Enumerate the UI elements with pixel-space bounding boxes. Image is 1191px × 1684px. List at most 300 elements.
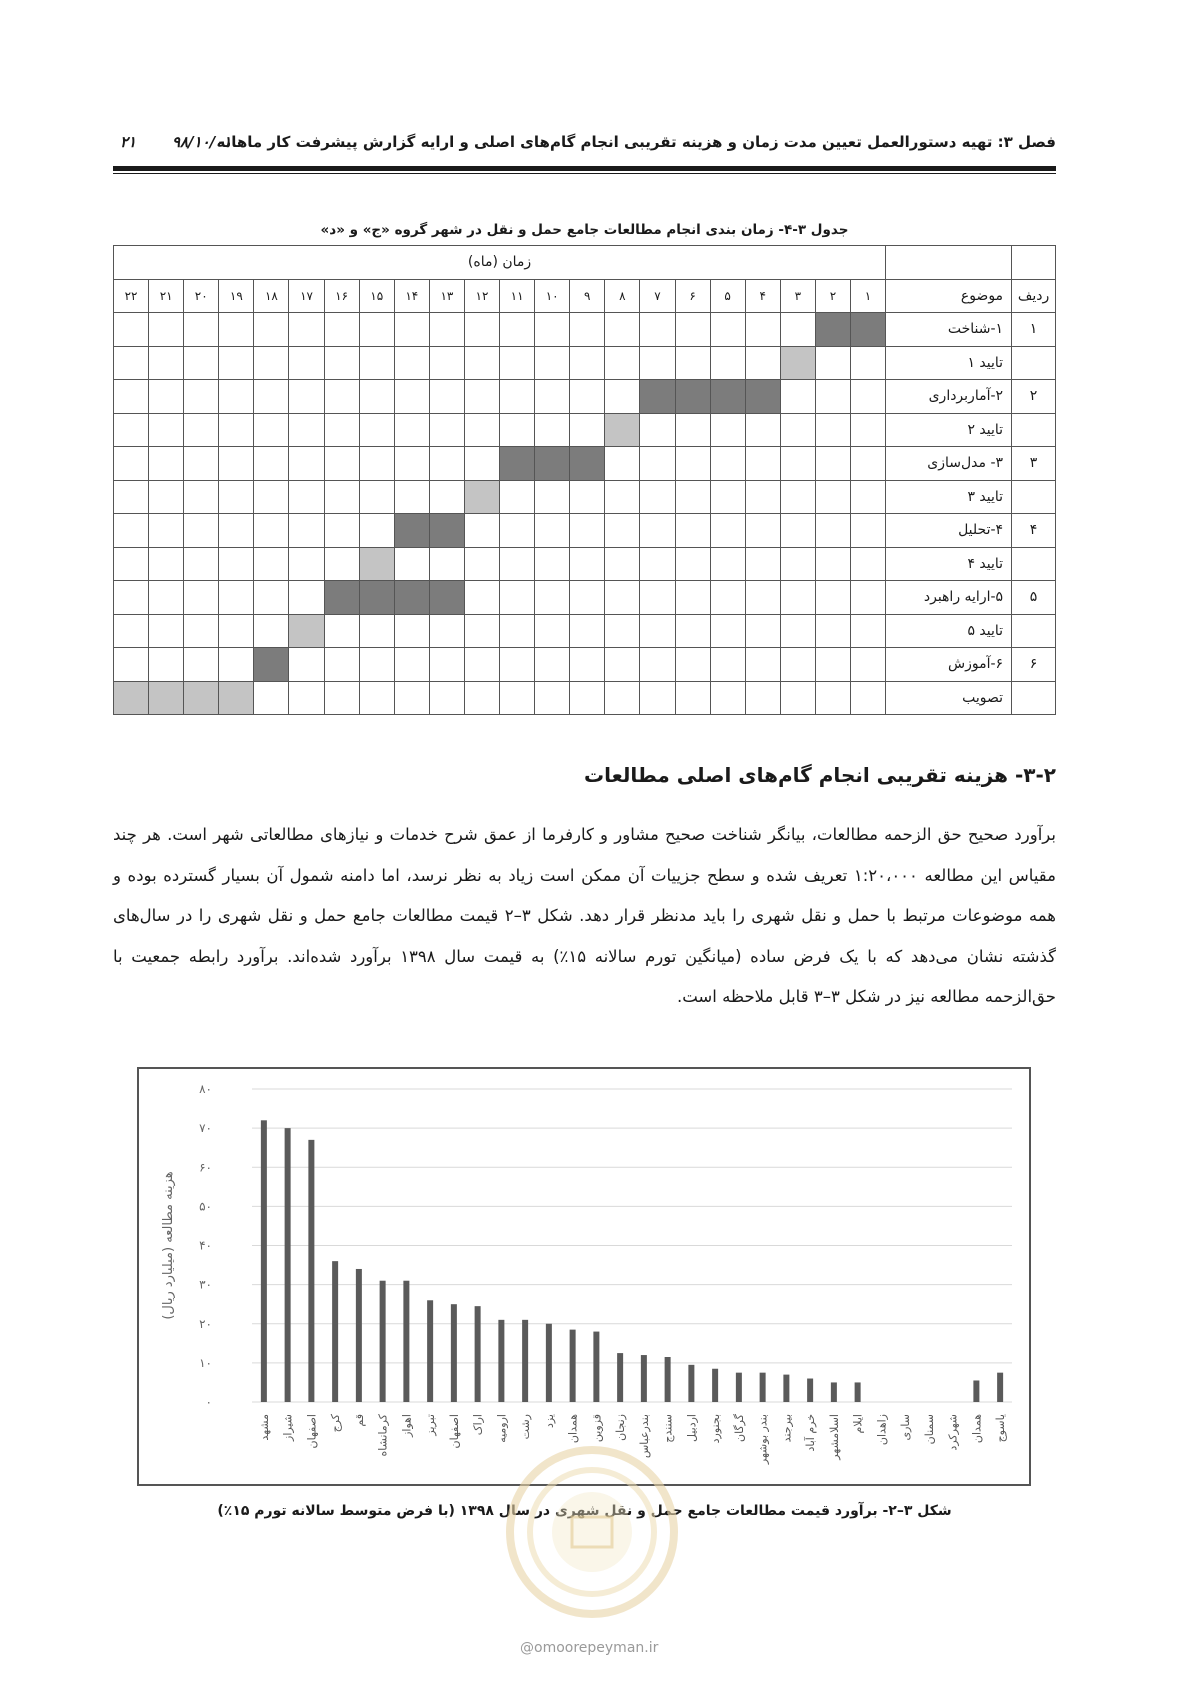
y-tick-label: ۱۰ <box>199 1355 212 1370</box>
gantt-bar-cell <box>289 614 324 648</box>
gantt-empty-cell <box>114 547 149 581</box>
radif-cell: ۴ <box>1012 514 1056 548</box>
gantt-empty-cell <box>184 581 219 615</box>
gantt-empty-cell <box>394 480 429 514</box>
table-row <box>114 681 1056 715</box>
gantt-empty-cell <box>850 581 885 615</box>
gantt-empty-cell <box>815 547 850 581</box>
x-tick-label: اردبیل <box>685 1414 699 1442</box>
gantt-empty-cell <box>675 514 710 548</box>
gantt-empty-cell <box>500 346 535 380</box>
gantt-empty-cell <box>324 447 359 481</box>
gantt-empty-cell <box>149 514 184 548</box>
gantt-empty-cell <box>219 380 254 414</box>
gantt-empty-cell <box>745 346 780 380</box>
gantt-empty-cell <box>289 581 324 615</box>
gantt-bar-cell <box>535 447 570 481</box>
gantt-empty-cell <box>710 346 745 380</box>
x-tick-label: گرگان <box>732 1414 746 1442</box>
radif-cell: ۱ <box>1012 313 1056 347</box>
gantt-empty-cell <box>815 681 850 715</box>
gantt-empty-cell <box>675 413 710 447</box>
x-tick-label: زنجان <box>614 1414 628 1441</box>
gantt-empty-cell <box>850 480 885 514</box>
gantt-bar-cell <box>605 413 640 447</box>
gantt-empty-cell <box>394 447 429 481</box>
radif-cell <box>1012 681 1056 715</box>
table-row <box>114 313 1056 347</box>
gantt-empty-cell <box>114 480 149 514</box>
bar <box>308 1140 314 1402</box>
gantt-empty-cell <box>184 648 219 682</box>
x-tick-label: کرمانشاه <box>376 1414 390 1457</box>
gantt-empty-cell <box>149 313 184 347</box>
month-header: ۱۰ <box>535 279 570 313</box>
gantt-empty-cell <box>464 547 499 581</box>
gantt-empty-cell <box>219 547 254 581</box>
gantt-empty-cell <box>780 480 815 514</box>
gantt-empty-cell <box>149 380 184 414</box>
gantt-bar-cell <box>184 681 219 715</box>
gantt-empty-cell <box>605 681 640 715</box>
x-tick-label: اصفهان <box>305 1414 319 1449</box>
bar <box>356 1269 362 1402</box>
gantt-empty-cell <box>675 581 710 615</box>
gantt-empty-cell <box>640 514 675 548</box>
bar <box>546 1324 552 1402</box>
gantt-empty-cell <box>675 480 710 514</box>
bar <box>760 1373 766 1402</box>
gantt-empty-cell <box>184 480 219 514</box>
table-row <box>114 346 1056 380</box>
gantt-empty-cell <box>114 447 149 481</box>
gantt-bar-cell <box>114 681 149 715</box>
gantt-empty-cell <box>149 581 184 615</box>
gantt-empty-cell <box>640 313 675 347</box>
gantt-empty-cell <box>605 547 640 581</box>
gantt-empty-cell <box>219 514 254 548</box>
gantt-bar-cell <box>640 380 675 414</box>
gantt-empty-cell <box>500 380 535 414</box>
x-tick-label: اهواز <box>400 1414 414 1437</box>
gantt-empty-cell <box>114 581 149 615</box>
gantt-empty-cell <box>114 313 149 347</box>
gantt-empty-cell <box>675 547 710 581</box>
gantt-empty-cell <box>780 581 815 615</box>
gantt-empty-cell <box>780 447 815 481</box>
schedule-table <box>113 245 1056 715</box>
page-number: ۲۱ <box>120 133 137 151</box>
gantt-empty-cell <box>114 648 149 682</box>
bar <box>712 1369 718 1402</box>
gantt-empty-cell <box>710 480 745 514</box>
gantt-empty-cell <box>464 581 499 615</box>
y-tick-label: ۸۰ <box>199 1082 212 1096</box>
gantt-empty-cell <box>710 514 745 548</box>
gantt-empty-cell <box>605 581 640 615</box>
gantt-bar-cell <box>745 380 780 414</box>
bar <box>807 1379 813 1402</box>
table-row <box>114 581 1056 615</box>
gantt-bar-cell <box>324 581 359 615</box>
month-header: ۱۵ <box>359 279 394 313</box>
gantt-empty-cell <box>850 346 885 380</box>
gantt-empty-cell <box>815 480 850 514</box>
gantt-empty-cell <box>500 480 535 514</box>
month-header: ۳ <box>780 279 815 313</box>
y-tick-label: ۵۰ <box>199 1199 212 1214</box>
gantt-empty-cell <box>394 547 429 581</box>
gantt-empty-cell <box>850 614 885 648</box>
gantt-empty-cell <box>289 648 324 682</box>
gantt-empty-cell <box>254 413 289 447</box>
topic-header: موضوع <box>886 279 1012 313</box>
topic-cell: ۶-آموزش <box>886 648 1012 682</box>
gantt-empty-cell <box>429 547 464 581</box>
gantt-empty-cell <box>535 648 570 682</box>
gantt-empty-cell <box>429 480 464 514</box>
gantt-empty-cell <box>149 480 184 514</box>
x-tick-label: زاهدان <box>875 1414 889 1446</box>
gantt-empty-cell <box>640 480 675 514</box>
gantt-bar-cell <box>359 581 394 615</box>
gantt-empty-cell <box>745 514 780 548</box>
x-tick-label: بندرعباس <box>637 1414 651 1459</box>
gantt-empty-cell <box>500 614 535 648</box>
gantt-empty-cell <box>780 514 815 548</box>
gantt-empty-cell <box>850 447 885 481</box>
x-tick-label: شهرکرد <box>946 1414 960 1451</box>
gantt-empty-cell <box>289 547 324 581</box>
x-tick-label: اصفهان <box>447 1414 461 1449</box>
gantt-empty-cell <box>149 447 184 481</box>
gantt-empty-cell <box>500 547 535 581</box>
x-tick-label: یزد <box>542 1414 556 1429</box>
topic-cell: ۲-آماربرداری <box>886 380 1012 414</box>
gantt-empty-cell <box>570 581 605 615</box>
radif-cell: ۳ <box>1012 447 1056 481</box>
gantt-empty-cell <box>780 313 815 347</box>
body-paragraph: برآورد صحیح حق الزحمه مطالعات، بیانگر شناخت صحیح مشاور و کارفرما از عمق شرح خدمات و نیازهای مطالعاتی شهر است. هر چند مقیاس این مطالعه ۱:۲۰،۰۰۰ تعریف شده و سطح جزییات آن ممکن است زیاد به نظر نرسد، اما دامنه شمول آن بسیار گسترده بوده و همه موضوعات مرتبط با حمل و نقل شهری را باید مدنظر قرار دهد. شکل ۳–۲ قیمت مطالعات جامع حمل و نقل شهری را در سال‌های گذشته نشان می‌دهد که با یک فرض ساده (میانگین تورم سالانه ۱۵٪) به قیمت سال ۱۳۹۸ برآورد شده‌اند. برآورد رابطه جمعیت با حق‌الزحمه مطالعه نیز در شکل ۳–۳ قابل ملاحظه است. <box>113 825 1057 1007</box>
gantt-empty-cell <box>184 614 219 648</box>
gantt-empty-cell <box>710 313 745 347</box>
gantt-bar-cell <box>500 447 535 481</box>
month-header: ۲۲ <box>114 279 149 313</box>
bar <box>570 1330 576 1402</box>
gantt-empty-cell <box>535 614 570 648</box>
gantt-empty-cell <box>850 514 885 548</box>
gantt-empty-cell <box>675 313 710 347</box>
gantt-empty-cell <box>500 413 535 447</box>
gantt-empty-cell <box>815 346 850 380</box>
x-tick-label: ایلام <box>851 1414 865 1434</box>
gantt-empty-cell <box>394 313 429 347</box>
table-row <box>114 380 1056 414</box>
gantt-empty-cell <box>605 447 640 481</box>
gantt-empty-cell <box>710 547 745 581</box>
x-tick-label: اسلامشهر <box>827 1414 841 1460</box>
gantt-bar-cell <box>429 514 464 548</box>
gantt-bar-cell <box>149 681 184 715</box>
x-tick-label: رشت <box>519 1414 533 1440</box>
bar <box>617 1353 623 1402</box>
figure-caption: شکل ۳–۲- برآورد قیمت مطالعات جامع حمل و نقل شهری در سال ۱۳۹۸ (با فرض متوسط سالانه تورم ۱۵٪) <box>217 1503 952 1519</box>
gantt-empty-cell <box>359 346 394 380</box>
radif-cell <box>1012 413 1056 447</box>
x-tick-label: همدان <box>566 1414 580 1444</box>
gantt-empty-cell <box>570 380 605 414</box>
gantt-empty-cell <box>324 648 359 682</box>
gantt-empty-cell <box>464 346 499 380</box>
y-tick-label: ۲۰ <box>199 1316 212 1331</box>
gantt-empty-cell <box>640 547 675 581</box>
gantt-empty-cell <box>570 413 605 447</box>
gantt-empty-cell <box>605 514 640 548</box>
gantt-empty-cell <box>324 413 359 447</box>
gantt-empty-cell <box>359 313 394 347</box>
topic-cell: تایید ۵ <box>886 614 1012 648</box>
gantt-bar-cell <box>394 514 429 548</box>
gantt-empty-cell <box>535 547 570 581</box>
gantt-empty-cell <box>429 346 464 380</box>
header-title: فصل ۳: تهیه دستورالعمل تعیین مدت زمان و هزینه تقریبی انجام گام‌های اصلی و ارایه گزارش پیشرفت کار ماهانه <box>216 133 1056 151</box>
gantt-empty-cell <box>464 413 499 447</box>
gantt-empty-cell <box>359 413 394 447</box>
gantt-empty-cell <box>535 581 570 615</box>
gantt-empty-cell <box>184 313 219 347</box>
bar <box>688 1365 694 1402</box>
gantt-empty-cell <box>605 346 640 380</box>
bar <box>261 1120 267 1402</box>
gantt-empty-cell <box>815 380 850 414</box>
gantt-empty-cell <box>394 648 429 682</box>
watermark-seal-icon <box>497 1437 687 1627</box>
gantt-empty-cell <box>500 648 535 682</box>
gantt-empty-cell <box>464 514 499 548</box>
header-cell-empty <box>1012 246 1056 280</box>
gantt-empty-cell <box>184 447 219 481</box>
gantt-empty-cell <box>149 413 184 447</box>
gantt-empty-cell <box>710 681 745 715</box>
table-row <box>114 447 1056 481</box>
bar <box>522 1320 528 1402</box>
gantt-empty-cell <box>394 346 429 380</box>
gantt-empty-cell <box>289 447 324 481</box>
gantt-bar-cell <box>219 681 254 715</box>
header-cell-empty <box>886 246 1012 280</box>
bar <box>332 1261 338 1402</box>
gantt-empty-cell <box>394 380 429 414</box>
gantt-empty-cell <box>289 514 324 548</box>
x-tick-label: سنندج <box>661 1414 675 1443</box>
gantt-empty-cell <box>324 547 359 581</box>
gantt-empty-cell <box>745 480 780 514</box>
gantt-empty-cell <box>605 614 640 648</box>
gantt-empty-cell <box>324 614 359 648</box>
gantt-empty-cell <box>745 447 780 481</box>
gantt-empty-cell <box>464 681 499 715</box>
month-header: ۱۳ <box>429 279 464 313</box>
gantt-empty-cell <box>359 514 394 548</box>
gantt-bar-cell <box>464 480 499 514</box>
topic-cell: تایید ۴ <box>886 547 1012 581</box>
month-header: ۱۱ <box>500 279 535 313</box>
x-tick-label: اراک <box>471 1414 485 1436</box>
month-header: ۵ <box>710 279 745 313</box>
gantt-empty-cell <box>254 581 289 615</box>
gantt-empty-cell <box>289 413 324 447</box>
topic-cell: ۴-تحلیل <box>886 514 1012 548</box>
gantt-empty-cell <box>219 413 254 447</box>
y-tick-label: ۷۰ <box>199 1121 212 1136</box>
gantt-empty-cell <box>429 648 464 682</box>
topic-cell: ۳- مدل‌سازی <box>886 447 1012 481</box>
bar <box>973 1380 979 1402</box>
gantt-empty-cell <box>710 614 745 648</box>
gantt-empty-cell <box>254 480 289 514</box>
gantt-empty-cell <box>780 413 815 447</box>
gantt-empty-cell <box>464 447 499 481</box>
gantt-empty-cell <box>780 648 815 682</box>
gantt-empty-cell <box>780 380 815 414</box>
gantt-empty-cell <box>500 581 535 615</box>
month-header: ۹ <box>570 279 605 313</box>
bar <box>997 1373 1003 1402</box>
x-tick-label: قزوین <box>590 1414 604 1443</box>
x-tick-label: همدان <box>970 1414 984 1444</box>
table-row <box>114 614 1056 648</box>
gantt-empty-cell <box>254 547 289 581</box>
gantt-empty-cell <box>570 547 605 581</box>
y-tick-label: ۶۰ <box>199 1160 212 1175</box>
gantt-empty-cell <box>640 648 675 682</box>
topic-cell: ۱-شناخت <box>886 313 1012 347</box>
month-header: ۶ <box>675 279 710 313</box>
y-tick-label: ۳۰ <box>199 1277 212 1292</box>
topic-cell: تایید ۲ <box>886 413 1012 447</box>
gantt-empty-cell <box>535 681 570 715</box>
radif-cell <box>1012 480 1056 514</box>
gantt-empty-cell <box>500 681 535 715</box>
gantt-empty-cell <box>570 514 605 548</box>
gantt-empty-cell <box>219 346 254 380</box>
gantt-empty-cell <box>815 514 850 548</box>
gantt-empty-cell <box>535 380 570 414</box>
gantt-empty-cell <box>184 413 219 447</box>
gantt-empty-cell <box>850 648 885 682</box>
table-caption: جدول ۳-۴- زمان بندی انجام مطالعات جامع حمل و نقل در شهر گروه «ج» و «د» <box>320 222 849 238</box>
gantt-empty-cell <box>570 648 605 682</box>
gantt-bar-cell <box>254 648 289 682</box>
gantt-empty-cell <box>640 413 675 447</box>
watermark-text: @omoorepeyman.ir <box>520 1640 659 1656</box>
gantt-empty-cell <box>815 614 850 648</box>
gantt-empty-cell <box>254 313 289 347</box>
gantt-empty-cell <box>535 480 570 514</box>
bar <box>451 1304 457 1402</box>
gantt-empty-cell <box>359 480 394 514</box>
time-group-header: زمان (ماه) <box>114 246 886 280</box>
gantt-empty-cell <box>640 447 675 481</box>
bar <box>831 1382 837 1402</box>
gantt-bar-cell <box>710 380 745 414</box>
gantt-empty-cell <box>710 581 745 615</box>
gantt-empty-cell <box>149 648 184 682</box>
x-tick-label: خرم آباد <box>804 1414 818 1452</box>
gantt-empty-cell <box>429 413 464 447</box>
gantt-empty-cell <box>464 614 499 648</box>
gantt-empty-cell <box>289 346 324 380</box>
gantt-empty-cell <box>114 614 149 648</box>
gantt-empty-cell <box>500 313 535 347</box>
gantt-bar-cell <box>394 581 429 615</box>
gantt-empty-cell <box>535 313 570 347</box>
radif-cell: ۶ <box>1012 648 1056 682</box>
bar <box>427 1300 433 1402</box>
month-header: ۲ <box>815 279 850 313</box>
gantt-empty-cell <box>324 480 359 514</box>
gantt-empty-cell <box>429 681 464 715</box>
gantt-empty-cell <box>114 380 149 414</box>
gantt-empty-cell <box>850 413 885 447</box>
month-header: ۱۴ <box>394 279 429 313</box>
gantt-empty-cell <box>254 514 289 548</box>
month-header: ۴ <box>745 279 780 313</box>
header-rule <box>113 166 1056 171</box>
gantt-empty-cell <box>324 380 359 414</box>
x-tick-label: یاسوج <box>994 1414 1008 1443</box>
gantt-empty-cell <box>394 413 429 447</box>
gantt-empty-cell <box>184 346 219 380</box>
gantt-empty-cell <box>850 547 885 581</box>
gantt-bar-cell <box>675 380 710 414</box>
gantt-empty-cell <box>570 681 605 715</box>
gantt-empty-cell <box>815 447 850 481</box>
radif-cell <box>1012 547 1056 581</box>
section-heading: ۳-۲- هزینه تقریبی انجام گام‌های اصلی مطالعات <box>584 763 1056 787</box>
x-tick-label: کرج <box>329 1414 343 1433</box>
gantt-empty-cell <box>289 681 324 715</box>
radif-cell: ۵ <box>1012 581 1056 615</box>
gantt-empty-cell <box>710 447 745 481</box>
bar <box>403 1281 409 1402</box>
radif-cell <box>1012 614 1056 648</box>
gantt-empty-cell <box>464 380 499 414</box>
gantt-empty-cell <box>219 447 254 481</box>
gantt-empty-cell <box>289 380 324 414</box>
gantt-empty-cell <box>745 413 780 447</box>
month-header: ۸ <box>605 279 640 313</box>
gantt-empty-cell <box>850 681 885 715</box>
gantt-empty-cell <box>815 581 850 615</box>
gantt-empty-cell <box>640 581 675 615</box>
gantt-empty-cell <box>815 413 850 447</box>
gantt-empty-cell <box>254 681 289 715</box>
gantt-empty-cell <box>605 380 640 414</box>
bar <box>736 1373 742 1402</box>
gantt-empty-cell <box>359 614 394 648</box>
gantt-empty-cell <box>219 313 254 347</box>
gantt-empty-cell <box>745 313 780 347</box>
topic-cell: تصویب <box>886 681 1012 715</box>
month-header: ۲۰ <box>184 279 219 313</box>
gantt-empty-cell <box>675 681 710 715</box>
table-header-row <box>114 246 1056 280</box>
y-axis-label: هزینه مطالعه (میلیارد ریال) <box>161 1171 176 1320</box>
x-tick-label: سمنان <box>922 1414 936 1445</box>
gantt-empty-cell <box>464 313 499 347</box>
gantt-empty-cell <box>289 480 324 514</box>
